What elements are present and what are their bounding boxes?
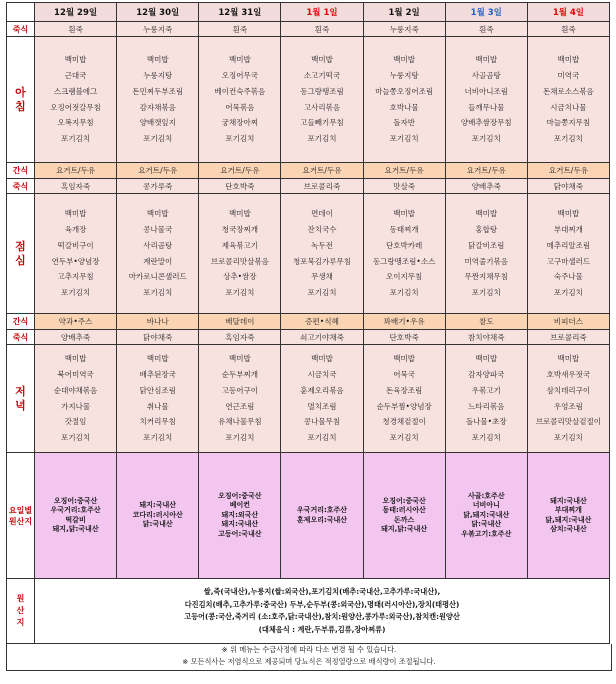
menu-item: 백미밥 [228, 354, 251, 364]
menu-item: 동그랑땡조림•소스 [372, 256, 436, 266]
menu-item: 너비아니조림 [464, 86, 509, 96]
row-label: 간식 [7, 163, 35, 179]
menu-item: 포기김치 [471, 134, 501, 144]
header-corner [7, 3, 35, 22]
meal-cell [35, 37, 117, 163]
menu-item: 누룽지탕 [143, 70, 173, 80]
footer-notes [6, 644, 612, 671]
row-label: 죽식 [7, 179, 35, 194]
menu-item: 마카로니콘샐러드 [128, 272, 187, 282]
menu-item: 느타리볶음 [468, 401, 505, 411]
menu-item: 호박새우젓국 [546, 369, 591, 379]
meal-cell [363, 345, 445, 453]
meal-cell [527, 194, 609, 314]
origin-item: 돼지:국내산 [550, 496, 587, 505]
menu-item: 고사리볶음 [303, 102, 341, 112]
date-header: 12월 31일 [199, 3, 281, 22]
menu-item: 브로콜리죽 [281, 179, 363, 194]
menu-item: 계란말이 [143, 256, 173, 266]
menu-item: 우볶고기 [471, 385, 501, 395]
origin-item: 오징어:중국산 [218, 491, 262, 500]
menu-item: 닭갈비조림 [468, 240, 505, 250]
menu-item: 양배깻잎지 [139, 118, 176, 128]
menu-item: 양배추쌈장무침 [460, 118, 512, 128]
menu-item: 오복지무침 [57, 118, 94, 128]
menu-item: 부대찌개 [553, 224, 583, 234]
origin-item: 훈제오리:국내산 [296, 515, 348, 524]
menu-item: 순대야채볶음 [53, 385, 98, 395]
menu-item: 백미밥 [393, 55, 415, 65]
menu-item: 어묵볶음 [225, 102, 255, 112]
menu-item: 누룽지죽 [117, 22, 199, 37]
menu-item: 맛살죽 [363, 179, 445, 194]
menu-item: 미역국 [557, 70, 580, 80]
menu-item: 돈육장조림 [386, 385, 423, 395]
date-header: 12월 30일 [117, 3, 199, 22]
note-line: ※ 위 메뉴는 수급사정에 따라 다소 변경 될 수 있습니다. [221, 645, 397, 654]
menu-item: 누룽지죽 [363, 22, 445, 37]
origin-item: 돼지:외국산 [221, 510, 259, 519]
menu-item: 닭야채죽 [527, 179, 609, 194]
row-label: 원 산 지 [7, 579, 35, 644]
row-label: 죽식 [7, 22, 35, 37]
menu-item: 취나물 [146, 401, 169, 411]
menu-item: 어묵국 [393, 369, 415, 379]
menu-item: 청국장찌개 [221, 224, 258, 234]
origin-item: 떡갈비 [65, 515, 86, 524]
origin-summary-line: (대체음식 : 계란,두부류,김류,장아찌류) [258, 624, 386, 634]
origin-cell [281, 453, 363, 579]
menu-item: 청포묵김가루무침 [293, 256, 351, 266]
menu-item: 닭안심조림 [139, 385, 176, 395]
origin-item: 우국거리:호주산 [296, 506, 348, 514]
menu-item: 백미밥 [64, 354, 87, 364]
meal-cell [445, 194, 527, 314]
meal-cell [445, 345, 527, 453]
origin-item: 닭,돼지:국내산 [545, 515, 592, 524]
row-label: 아 침 [7, 37, 35, 163]
pm-snack-row [7, 314, 610, 330]
meal-cell [199, 194, 281, 314]
meal-cell [35, 345, 117, 453]
menu-item: 백미밥 [228, 55, 251, 65]
menu-item: 갓절임 [64, 417, 87, 427]
menu-item: 포기김치 [389, 288, 419, 298]
menu-item: 홍합탕 [475, 224, 498, 234]
row-label: 저 녁 [7, 345, 35, 453]
menu-item: 포기김치 [143, 288, 173, 298]
origin-summary-line: 다진김치(배추,고추가루:중국산) 두부,순두부(콩:외국산),명태(러시아산),장치(태평산) [184, 599, 460, 609]
origin-item: 삼치:국내산 [550, 525, 587, 533]
menu-item: 백미밥 [393, 354, 415, 364]
note-line: ※ 모든식사는 저염식으로 제공되며 당뇨식은 적정열량으로 배식량이 조절됩니다. [182, 657, 436, 666]
menu-item: 백미밥 [228, 209, 251, 219]
menu-item: 요거트/두유 [199, 163, 281, 179]
origin-item: 코다리:러시아산 [132, 510, 183, 519]
menu-item: 포기김치 [553, 134, 583, 144]
menu-item: 궁채장아찌 [221, 118, 258, 128]
menu-item: 포기김치 [471, 288, 501, 298]
origin-by-day-row [7, 453, 610, 579]
date-header: 1월 3일 [445, 3, 527, 22]
menu-item: 백미밥 [64, 209, 87, 219]
menu-item: 근대국 [64, 70, 87, 80]
menu-item: 단호박죽 [199, 179, 281, 194]
origin-item: 돼지,닭:국내산 [381, 525, 428, 533]
origin-item: 동태:러시아산 [382, 506, 426, 514]
menu-item: 양배추죽 [35, 330, 117, 345]
origin-item: 돼지:국내산 [139, 501, 177, 510]
meal-cell [117, 194, 199, 314]
menu-item: 찰도 [445, 314, 527, 330]
menu-item: 약과•주스 [35, 314, 117, 330]
menu-item: 포기김치 [225, 433, 255, 443]
menu-item: 닭야채죽 [117, 330, 199, 345]
menu-item: 포기김치 [389, 134, 419, 144]
menu-item: 백미밥 [146, 209, 169, 219]
menu-item: 사골곰탕 [471, 70, 501, 80]
menu-item: 브로콜리맛살볶음 [210, 256, 269, 266]
menu-item: 잔치국수 [307, 224, 337, 234]
menu-item: 백미밥 [146, 354, 169, 364]
origin-item: 돈까스 [393, 515, 415, 524]
menu-item: 치커리무침 [139, 417, 176, 427]
origin-cell [35, 453, 117, 579]
dinner-juk-row [7, 330, 610, 345]
menu-item: 소고기떡국 [303, 70, 341, 80]
row-label: 간식 [7, 314, 35, 330]
menu-item: 무생채 [311, 272, 333, 282]
origin-summary-row [7, 579, 610, 644]
menu-item: 포기김치 [61, 288, 91, 298]
menu-item: 백미밥 [146, 55, 169, 65]
menu-item: 비피더스 [527, 314, 609, 330]
menu-item: 연두부•양념장 [51, 256, 100, 266]
date-header: 1월 4일 [527, 3, 609, 22]
menu-item: 우엉조림 [553, 401, 583, 411]
menu-item: 백미밥 [557, 209, 580, 219]
menu-item: 녹두전 [311, 240, 333, 250]
lunch-juk-row [7, 179, 610, 194]
origin-item: 오징어:중국산 [382, 496, 426, 505]
menu-item: 단호박죽 [363, 330, 445, 345]
date-header-row [7, 3, 610, 22]
menu-item: 무짠지채무침 [464, 272, 509, 282]
menu-item: 흰죽 [527, 22, 609, 37]
menu-item: 면데이 [311, 209, 333, 219]
menu-item: 메추리알조림 [546, 240, 591, 250]
menu-item: 참치야채죽 [445, 330, 527, 345]
menu-item: 포기김치 [225, 288, 255, 298]
menu-item: 백미밥 [557, 55, 580, 65]
date-header: 12월 29일 [35, 3, 117, 22]
origin-cell [445, 453, 527, 579]
menu-item: 증편•식혜 [281, 314, 363, 330]
menu-item: 포기김치 [471, 433, 501, 443]
menu-item: 오이지무침 [386, 272, 423, 282]
meal-cell [363, 194, 445, 314]
menu-item: 포기김치 [143, 433, 173, 443]
menu-item: 동그랑땡조림 [300, 86, 344, 96]
origin-item: 부대찌개 [554, 506, 582, 514]
menu-item: 요거트/두유 [445, 163, 527, 179]
menu-body [7, 3, 610, 644]
meal-cell [527, 37, 609, 163]
menu-item: 떡갈비구이 [57, 240, 94, 250]
origin-cell [117, 453, 199, 579]
origin-item: 닭,돼지:국내산 [463, 510, 510, 519]
meal-cell [281, 37, 363, 163]
menu-item: 브로콜리맛살겉절이 [535, 417, 602, 427]
meal-cell [281, 345, 363, 453]
origin-cell [363, 453, 445, 579]
menu-item: 스크램블에그 [53, 86, 98, 96]
menu-item: 흑임자죽 [199, 330, 281, 345]
menu-item: 콩나물국 [143, 224, 173, 234]
origin-item: 베이컨 [229, 501, 250, 510]
row-label: 점 심 [7, 194, 35, 314]
am-snack-row [7, 163, 610, 179]
menu-item: 돌나물•초장 [465, 417, 507, 427]
menu-item: 백미밥 [475, 354, 498, 364]
menu-item: 감자양파국 [468, 369, 505, 379]
menu-item: 호박나물 [389, 102, 419, 112]
menu-item: 브로콜리죽 [527, 330, 609, 345]
menu-item: 순두부찜•양념장 [376, 401, 432, 411]
menu-item: 들깨무나물 [468, 102, 505, 112]
menu-item: 양배추죽 [445, 179, 527, 194]
menu-item: 고구마샐러드 [546, 256, 591, 266]
menu-item: 마늘쫑오징어조림 [375, 86, 434, 96]
breakfast-juk-row [7, 22, 610, 37]
menu-item: 요거트/두유 [281, 163, 363, 179]
menu-item: 백미밥 [64, 55, 87, 65]
row-label: 죽식 [7, 330, 35, 345]
menu-item: 동태찌개 [389, 224, 419, 234]
meal-cell [527, 345, 609, 453]
menu-item: 요거트/두유 [527, 163, 609, 179]
menu-item: 삼치데리구이 [546, 385, 591, 395]
date-header: 1월 2일 [363, 3, 445, 22]
menu-item: 오징어무국 [221, 70, 258, 80]
meal-cell [281, 194, 363, 314]
menu-item: 포기김치 [61, 433, 91, 443]
menu-item: 쇠고기야채죽 [281, 330, 363, 345]
menu-item: 콩나물무침 [303, 417, 341, 427]
lunch-row [7, 194, 610, 314]
menu-item: 육개장 [64, 224, 87, 234]
origin-summary-line: 쌀,죽(국내산),누룽지(쌀:외국산),포기김치(배추:국내산,고추가루:국내산), [203, 587, 441, 596]
meal-cell [117, 37, 199, 163]
menu-item: 오징어젓갈무침 [50, 102, 101, 112]
menu-item: 흰죽 [35, 22, 117, 37]
menu-item: 흰죽 [281, 22, 363, 37]
menu-item: 제육볶고기 [221, 240, 258, 250]
menu-item: 훈제오리볶음 [300, 385, 344, 395]
origin-item: 닭:국내산 [471, 520, 502, 529]
origin-cell [199, 453, 281, 579]
menu-item: 고등어구이 [221, 385, 258, 395]
menu-item: 순두부찌개 [221, 369, 258, 379]
menu-item: 요거트/두유 [35, 163, 117, 179]
menu-item: 흰죽 [199, 22, 281, 37]
menu-item: 흑임자죽 [35, 179, 117, 194]
menu-item: 백미밥 [311, 55, 333, 65]
menu-item: 포기김치 [389, 433, 419, 443]
menu-item: 연근조림 [225, 401, 255, 411]
origin-item: 돼지,닭:국내산 [52, 525, 99, 533]
breakfast-row [7, 37, 610, 163]
menu-item: 사리곰탕 [143, 240, 173, 250]
menu-item: 포기김치 [553, 433, 583, 443]
weekly-menu-table [6, 2, 610, 644]
menu-item: 숙주나물 [553, 272, 583, 282]
origin-cell [527, 453, 609, 579]
meal-cell [363, 37, 445, 163]
menu-item: 포기김치 [553, 288, 583, 298]
menu-item: 백미밥 [393, 209, 415, 219]
meal-cell [35, 194, 117, 314]
menu-item: 꽈배기•우유 [363, 314, 445, 330]
menu-item: 포기김치 [225, 134, 255, 144]
menu-item: 포기김치 [143, 134, 173, 144]
menu-item: 단호박카레 [386, 240, 423, 250]
menu-item: 고추지무침 [57, 272, 94, 282]
menu-item: 배추된장국 [139, 369, 176, 379]
origin-summary [35, 579, 610, 644]
origin-item: 너비아니 [472, 501, 500, 510]
origin-item: 돼지:국내산 [221, 520, 259, 529]
menu-item: 흰죽 [445, 22, 527, 37]
menu-item: 가지나물 [61, 401, 91, 411]
menu-item: 마늘쫑지무침 [546, 118, 591, 128]
menu-item: 시금치국 [307, 369, 337, 379]
menu-item: 포기김치 [61, 134, 91, 144]
menu-item: 요거트/두유 [363, 163, 445, 179]
menu-item: 감자채볶음 [139, 102, 176, 112]
menu-item: 고들빼기무침 [300, 118, 344, 128]
menu-item: 상추•쌈장 [223, 272, 257, 282]
menu-item: 콩가루죽 [117, 179, 199, 194]
menu-item: 미역줄기볶음 [464, 256, 509, 266]
menu-item: 베이컨숙주볶음 [214, 86, 266, 96]
dinner-row [7, 345, 610, 453]
menu-item: 멸치조림 [307, 401, 337, 411]
menu-item: 배달데이 [199, 314, 281, 330]
origin-item: 우볶고기:호주산 [461, 529, 512, 538]
menu-item: 바나나 [117, 314, 199, 330]
menu-item: 포기김치 [307, 134, 337, 144]
meal-cell [199, 37, 281, 163]
menu-item: 북어미역국 [57, 369, 94, 379]
menu-item: 누룽지탕 [389, 70, 419, 80]
meal-cell [445, 37, 527, 163]
origin-item: 사골:호주산 [467, 491, 505, 500]
menu-item: 요거트/두유 [117, 163, 199, 179]
meal-cell [117, 345, 199, 453]
origin-summary-line: 고등어(콩:국산,죽거리 (소:호주,닭:국내산),참치:원양산,콩가루:외국산),참치캔:원양산 [184, 612, 460, 621]
date-header: 1월 1일 [281, 3, 363, 22]
menu-item: 포기김치 [307, 288, 337, 298]
menu-item: 백미밥 [475, 55, 498, 65]
menu-item: 유채나물무침 [218, 417, 262, 427]
menu-item: 돈민찌두부조림 [132, 86, 184, 96]
menu-item: 포기김치 [307, 433, 337, 443]
menu-item: 돈채로소스볶음 [543, 86, 594, 96]
origin-item: 우국거리:호주산 [50, 506, 101, 514]
menu-item: 백미밥 [557, 354, 580, 364]
menu-item: 시금치나물 [550, 102, 587, 112]
meal-cell [199, 345, 281, 453]
menu-item: 청경채겉절이 [382, 417, 426, 427]
menu-item: 백미밥 [311, 354, 333, 364]
origin-item: 오징어:중국산 [53, 496, 98, 505]
origin-item: 고등어:국내산 [218, 529, 262, 538]
row-label: 요일별 원산지 [7, 453, 35, 579]
menu-item: 돌자반 [393, 118, 415, 128]
origin-item: 닭:국내산 [142, 520, 173, 529]
menu-item: 백미밥 [475, 209, 498, 219]
